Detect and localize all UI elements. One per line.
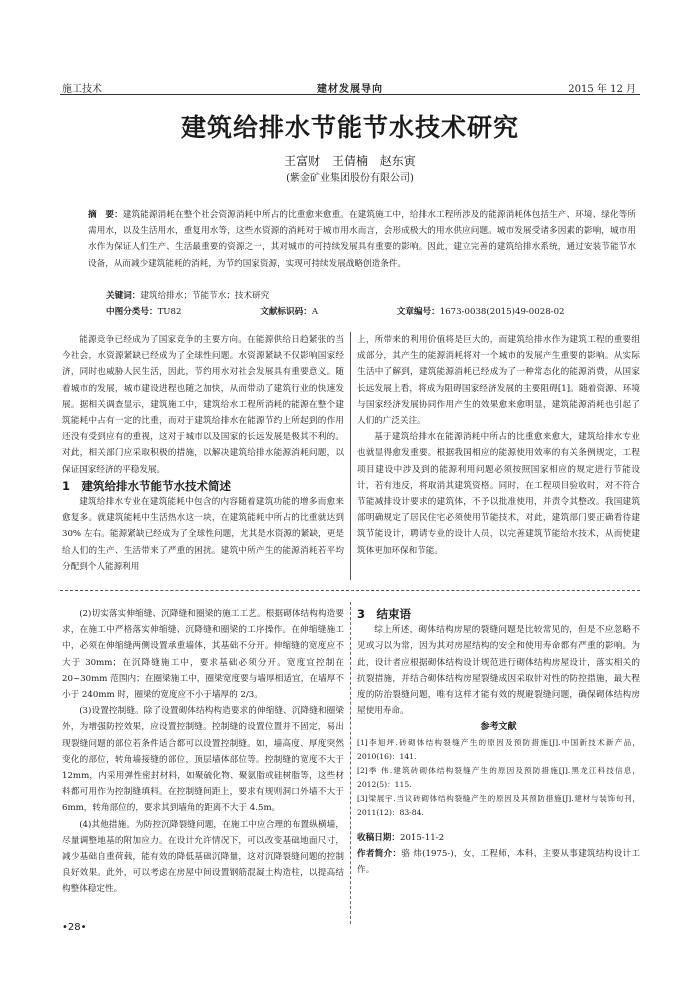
abstract-label: 摘 要： [88, 210, 123, 220]
measure-2-paragraph: (2)切实落实伸缩缝、沉降缝和圈梁的施工工艺。根据砌体结构构造要求，在施工中严格落实伸缩缝、沉降缝和圈梁的工序操作。在伸缩缝施工中，必须在伸缩缝两侧设置承重墙体，其基础不分开。伸缩缝的宽度应不大于 30mm；在沉降缝施工中，要求基础必须分开。宽度宜控制在 20~30mm 范围内；在圈梁施工中，圈梁宽度要与墙厚相适宜，在墙厚不小于 240mm 时，圈梁的宽度应不小于墙厚的 2/3。 [62, 609, 344, 701]
references-title: 参考文献 [480, 722, 517, 733]
clc-number [106, 305, 220, 317]
article-no-value: 1673-0038(2015)49-0028-02 [439, 307, 565, 317]
section-3-heading: 3 结束语 [357, 607, 412, 621]
article-meta [357, 830, 640, 879]
keywords [106, 289, 269, 301]
affiliation: (紫金矿业集团股份有限公司) [286, 173, 414, 184]
running-header-date: 2015 年 12 月 [568, 84, 636, 95]
column-divider-bottom [350, 602, 351, 924]
author-bio-label: 作者简介： [357, 848, 402, 859]
page-number: •28• [62, 922, 87, 933]
measure-4-paragraph: (4)其他措施。为防控沉降裂缝问题，在施工中应合理的布置纵横墙，尽量调整地基的附加应力。在设计允许情况下，可以改变基础地面尺寸，减少基础自重荷载，能有效的降低基础沉降量，这对沉降裂缝问题的控制良好效果。此外，可以考虑在房屋中间设置钢筋混凝土构造柱，以提高结构整体稳定性。 [62, 819, 344, 895]
column-bottom-left [62, 606, 344, 898]
document-code [260, 305, 356, 317]
measure-3-paragraph: (3)设置控制缝。除了设置砌体结构构造要求的伸缩缝、沉降缝和圈梁外，为增强防控效果，应设置控制缝。控制缝的设置位置并不固定，易出现裂缝问题的部位若条件适合都可以设置控制缝。如，墙高度、厚度突然变化的部位，转角墙接缝的部位，顶层墙体部位等。控制缝的宽度不大于 12mm，内采用弹性密封材料，如聚硫化物、聚氨脂或硅树脂等，这些材料都可用作为控制缝填料。在控制缝间距上，要求有规则洞口外墙不大于 6mm，转角部位的，要求其到墙角的距离不大于 4.5m。 [62, 706, 344, 814]
doc-code-label: 文献标识码： [260, 307, 312, 317]
received-label: 收稿日期： [357, 832, 400, 843]
reference-item: [1]李旭坪.砖砌体结构裂缝产生的原因及预防措施[J].中国新技术新产品，2010(16)：141. [357, 737, 640, 761]
author-bio-text: 骆 炜(1975-)，女，工程师，本科，主要从事建筑结构设计工作。 [357, 848, 640, 876]
classification-line [106, 305, 641, 317]
keywords-text: 建筑给排水；节能节水；技术研究 [140, 291, 270, 301]
section-1-heading: 1 建筑给排水节能节水技术简述 [62, 478, 231, 493]
received-value: 2015-11-2 [399, 832, 445, 843]
column-bottom-right [357, 606, 640, 878]
keywords-label: 关键词： [106, 291, 141, 301]
section-1-paragraph-2: 基于建筑给排水在能源消耗中所占的比重愈来愈大，建筑给排水专业也就显得愈发重要。根据我国相应的能源使用效率的有关条例规定，工程项目建设中涉及到的能源利用问题必须按照国家相应的规定进行节能设计，若有违反，将取消其建筑资格。同时，在工程项目验收时，对不符合节能减排设计要求的建筑体，不予以批准使用，并责令其整改。我国建筑部明确规定了居民住宅必须使用节能技术，对此，建筑部门要正确看待建筑节能设计，聘请专业的设计人员，以完善建筑节能给水技术，从而使建筑体更加环保和节能。 [357, 432, 640, 556]
intro-paragraph: 能源竞争已经成为了国家竞争的主要方向。在能源供给日趋紧张的当今社会，水资源紧缺已经成为了全球性问题。水资源紧缺不仅影响国家经济，同时也威胁人民生活，因此，节约用水对社会发展具有重要意义。随着城市的发展，城市建设进程也随之加快，从而带动了建筑行业的快速发展。据相关调查显示，建筑施工中，建筑给水工程所消耗的能源在整个建筑能耗中占有一定的比重，而对于建筑给排水在能源节约上所起到的作用还没有受到应有的重视，这对于城市以及国家的长远发展是极其不利的。对此，相关部门应采取积极的措施，以解决建筑给排水能源消耗问题，以保证国家经济的平稳发展。 [62, 335, 344, 475]
column-divider-top [350, 332, 351, 580]
clc-value: TU82 [157, 307, 182, 317]
abstract-text: 建筑能源消耗在整个社会资源消耗中所占的比重愈来愈重。在建筑施工中，给排水工程所涉及的能源消耗体包括生产、环境、绿化等所需用水，以及生活用水，重复用水等，这些水资源的消耗对于城市用水而言，会形成极大的用水供应问题。城市发展受诸多因素的影响，城市用水作为保证人们生产、生活最重要的资源之一，其对城市的可持续发展具有重要的影响。因此，建立完善的建筑给排水系统，通过安装节能节水设备，从而减少建筑能耗的消耗，为节约国家资源，实现可持续发展战略创造条件。 [88, 210, 636, 269]
abstract [88, 207, 636, 272]
article-number [397, 305, 603, 317]
authors: 王富财 王倩楠 赵东寅 [284, 154, 416, 168]
clc-label: 中图分类号： [106, 307, 158, 317]
received-date [357, 830, 640, 846]
doc-code-value: A [311, 307, 319, 317]
conclusion-paragraph: 综上所述，砌体结构房屋的裂缝问题是比较常见的，但是不应忽略不见或习以为常，因为其对房屋结构的安全和使用寿命都有严重的影响。为此，设计者应根据砌体结构设计规范进行砌体结构房屋设计，落实相关的抗裂措施，并结合砌体结构房屋裂缝成因采取针对性的防控措施，最大程度的防治裂缝问题，唯有这样才能有效的规避裂缝问题，确保砌体结构房屋使用寿命。 [357, 625, 640, 717]
article-no-label: 文章编号： [396, 307, 440, 317]
reference-item: [2]季 伟.建筑砖砌体结构裂缝产生的原因及预防措施[J].黑龙江科技信息，2012(5)：115. [357, 765, 640, 789]
column-top-right [357, 332, 640, 559]
section-1-continued: 上，所带来的利用价值将是巨大的，而建筑给排水作为建筑工程的重要组成部分，其产生的能源消耗将对一个城市的发展产生重要的影响。从实际生活中了解到，建筑能源消耗已经成为了一种常态化的能源消费，从国家长远发展上看，将成为阻碍国家经济发展的主要阻碍[1]。随着资源、环境与国家经济发展协同作用产生的效果愈来愈明显，建筑能源消耗也引起了人们的广泛关注。 [357, 335, 640, 427]
journal-logo: 建材发展导向 [317, 84, 383, 95]
reference-item: [3]梁展宇.当议砖砌体结构裂缝产生的原因及其预防措施[J].建材与装饰旬刊，2011(12)：83-84. [357, 793, 640, 817]
article-separator [60, 590, 640, 591]
column-top-left [62, 332, 344, 575]
article-title: 建筑给排水节能节水技术研究 [180, 113, 519, 142]
section-1-paragraph: 建筑给排水专业在建筑能耗中包含的内容随着建筑功能的增多而愈来愈复多。就建筑能耗中生活热水这一块，在建筑能耗中所占的比重就达到 30% 左右。能源紧缺已经成为了全球性问题，尤其是水资源的紧缺，更是给人们的生产、生活带来了严重的困扰。建筑中所产生的能源消耗若平均分配到个人能源利用 [62, 497, 344, 572]
running-header-section: 施工技术 [62, 84, 102, 95]
author-bio [357, 846, 640, 878]
header-rule [60, 94, 640, 95]
